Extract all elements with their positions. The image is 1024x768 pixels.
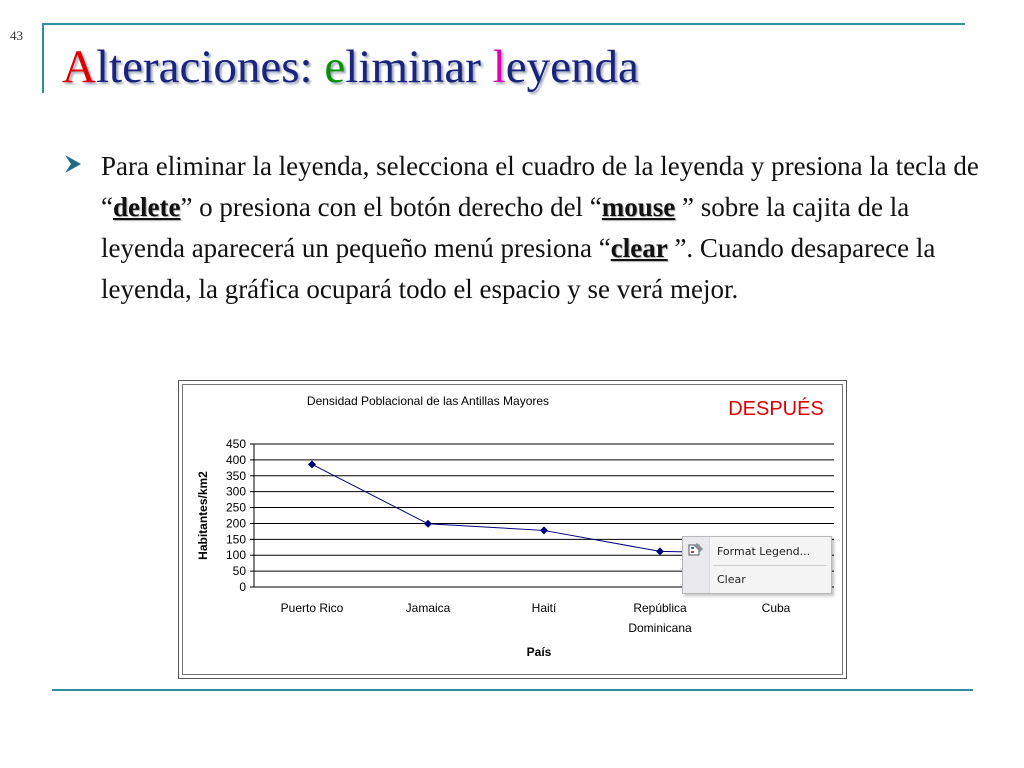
title-cap-l: l — [492, 41, 506, 93]
bottom-divider — [52, 689, 973, 691]
title-word-1: lteraciones: — [95, 41, 325, 93]
bullet-item — [62, 146, 992, 310]
body-part-4: ”. Cuando desaparece la leyenda, la gráfica ocupará todo el espacio y se verá mejor. — [101, 233, 936, 304]
x-tick-label: Dominicana — [628, 621, 692, 635]
data-point — [540, 526, 548, 534]
x-tick-label: Jamaica — [405, 601, 451, 615]
y-tick-label: 400 — [225, 452, 246, 467]
title-cap-e: e — [324, 41, 346, 93]
chart-title: Densidad Poblacional de las Antillas Mayores — [306, 394, 550, 408]
data-point — [424, 520, 432, 528]
title-cap-a: A — [62, 41, 96, 93]
clear-keyword: clear — [610, 233, 668, 263]
slide-number: 43 — [10, 28, 23, 43]
y-tick-label: 250 — [225, 500, 246, 515]
title-word-2: liminar — [345, 41, 493, 93]
line-chart — [179, 381, 848, 680]
y-tick-label: 200 — [225, 516, 246, 531]
chart-frame[interactable] — [178, 380, 847, 679]
y-axis-label: Habitantes/km2 — [196, 471, 210, 560]
data-point — [656, 547, 664, 555]
y-tick-label: 150 — [225, 532, 246, 547]
x-tick-label: Puerto Rico — [280, 601, 344, 615]
title-word-3: eyenda — [505, 41, 639, 93]
title-accent-bar — [42, 23, 44, 93]
mouse-keyword: mouse — [601, 192, 676, 222]
data-point — [308, 460, 316, 468]
y-tick-label: 450 — [225, 437, 246, 451]
x-tick-label: Cuba — [761, 601, 791, 615]
y-tick-label: 50 — [232, 564, 246, 579]
arrow-bullet-icon — [62, 153, 84, 175]
slide-title — [62, 41, 639, 93]
menu-separator — [713, 565, 827, 566]
instruction-text — [101, 146, 992, 310]
body-part-2: ” o presiona con el botón derecho del “ — [180, 192, 602, 222]
delete-keyword: delete — [112, 192, 181, 222]
y-tick-label: 300 — [225, 484, 246, 499]
x-tick-label: República — [633, 601, 687, 615]
despues-label: DESPUÉS — [728, 398, 824, 420]
y-tick-label: 100 — [225, 548, 246, 563]
y-tick-label: 350 — [225, 468, 246, 483]
body-part-1: Para eliminar la leyenda, selecciona el cuadro de la leyenda y presiona la tecla de “ — [101, 151, 979, 222]
context-menu[interactable] — [682, 536, 832, 594]
clear-menu-item[interactable]: Clear — [717, 573, 746, 586]
format-legend-menu-item[interactable]: Format Legend... — [717, 545, 811, 558]
format-legend-icon — [688, 542, 704, 558]
body-part-3: ” sobre la cajita de la leyenda aparecerá un pequeño menú presiona “ — [101, 192, 910, 263]
x-tick-label: Haití — [531, 601, 557, 615]
x-axis-label: País — [526, 645, 552, 659]
y-tick-label: 0 — [239, 580, 246, 594]
top-divider — [42, 23, 965, 25]
